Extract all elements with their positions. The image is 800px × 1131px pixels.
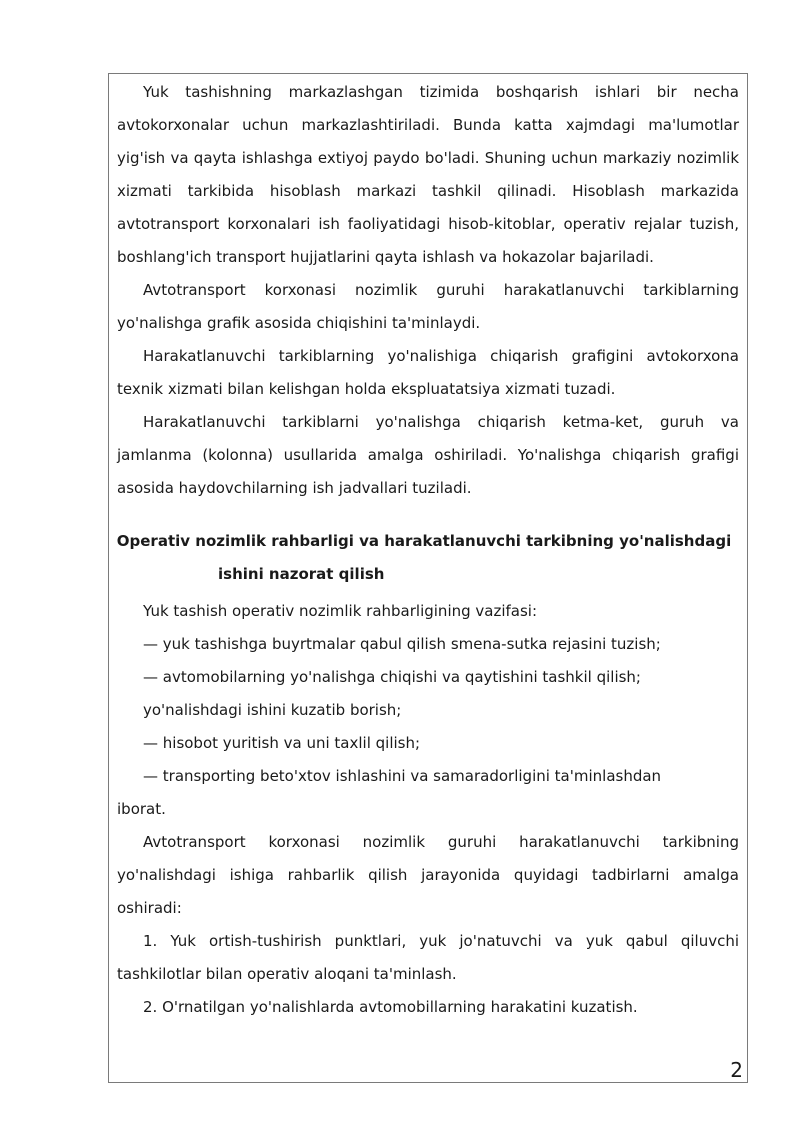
document-body	[117, 76, 739, 1024]
section-heading	[117, 525, 739, 591]
numbered-item: 1. Yuk ortish-tushirish punktlari, yuk jo'natuvchi va yuk qabul qiluvchi tashkilotlar bilan operativ aloqani ta'minlash.	[117, 932, 739, 983]
list-item: — avtomobilarning yo'nalishga chiqishi va qaytishini tashkil qilish;	[143, 668, 641, 686]
list-item: yo'nalishdagi ishini kuzatib borish;	[143, 701, 402, 719]
paragraph-dispatch-group: Avtotransport korxonasi nozimlik guruhi harakatlanuvchi tarkiblarning yo'nalishga grafik asosida chiqishini ta'minlaydi.	[117, 281, 739, 332]
page-number: 2	[730, 1058, 743, 1082]
list-item: — transporting beto'xtov ishlashini va samaradorligini ta'minlashdan	[143, 767, 662, 785]
paragraph-schedule: Harakatlanuvchi tarkiblarning yo'nalishiga chiqarish grafigini avtokorxona texnik xizmati bilan kelishgan holda ekspluatatsiya xizmati tuzadi.	[117, 347, 739, 398]
tasks-intro: Yuk tashish operativ nozimlik rahbarligining vazifasi:	[143, 602, 538, 620]
paragraph-measures: Avtotransport korxonasi nozimlik guruhi harakatlanuvchi tarkibning yo'nalishdagi ishiga rahbarlik qilish jarayonida quyidagi tadbirlarni amalga oshiradi:	[117, 833, 739, 917]
numbered-item: 2. O'rnatilgan yo'nalishlarda avtomobillarning harakatini kuzatish.	[143, 998, 638, 1016]
section-heading-line1: Operativ nozimlik rahbarligi va harakatlanuvchi tarkibning yo'nalishdagi	[116, 532, 732, 550]
list-item: — hisobot yuritish va uni taxlil qilish;	[143, 734, 421, 752]
list-item-continuation: iborat.	[117, 800, 166, 818]
paragraph-centralized-system: Yuk tashishning markazlashgan tizimida boshqarish ishlari bir necha avtokorxonalar uchun markazlashtiriladi. Bunda katta xajmdagi ma'lumotlar yig'ish va qayta ishlashga extiyoj paydo bo'ladi. Shuning uchun markaziy nozimlik xizmati tarkibida hisoblash markazi tashkil qilinadi. Hisoblash markazida avtotransport korxonalari ish faoliyatidagi hisob-kitoblar, operativ rejalar tuzish, boshlang'ich transport hujjatlarini qayta ishlash va hokazolar bajariladi.	[117, 83, 739, 266]
list-item: — yuk tashishga buyrtmalar qabul qilish smena-sutka rejasini tuzish;	[143, 635, 661, 653]
section-heading-line2: ishini nazorat qilish	[218, 565, 385, 583]
paragraph-dispatch-methods: Harakatlanuvchi tarkiblarni yo'nalishga chiqarish ketma-ket, guruh va jamlanma (kolonna) usullarida amalga oshiriladi. Yo'nalishga chiqarish grafigi asosida haydovchilarning ish jadvallari tuziladi.	[117, 413, 739, 497]
